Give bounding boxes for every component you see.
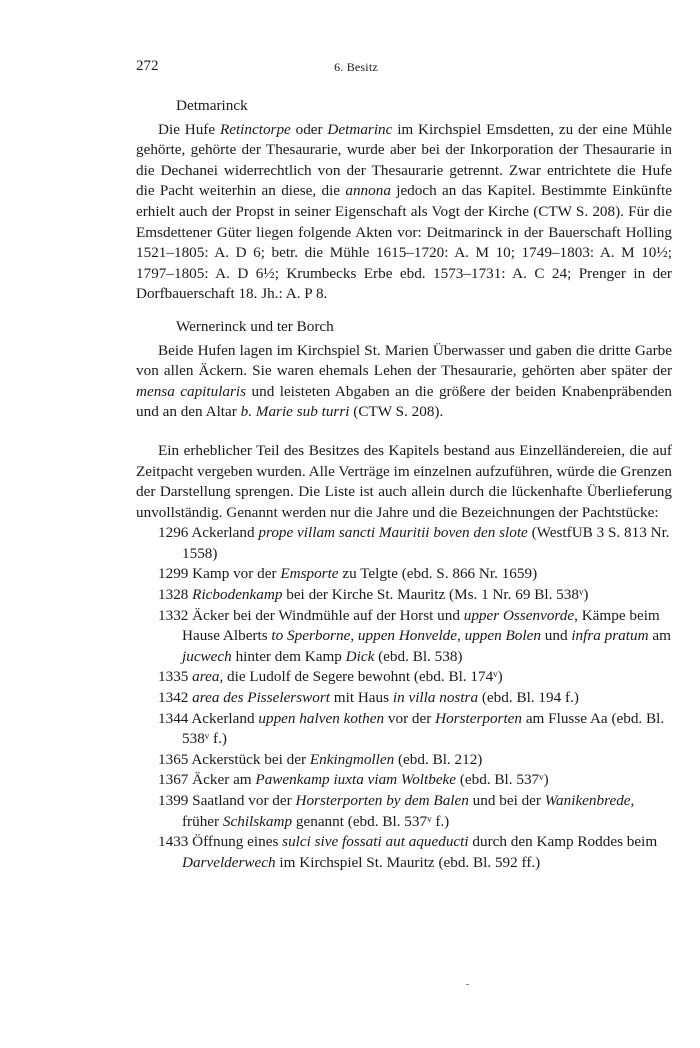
text-run: und leisteten Abgaben an die größere der beiden Knabenpräbenden und an den Altar <box>136 382 672 421</box>
lease-entry <box>136 750 672 771</box>
text-run: 1328 <box>158 586 193 604</box>
text-run: 1433 Öffnung eines <box>158 833 283 851</box>
italic-term: Dick <box>345 647 375 665</box>
italic-term: upper Ossenvorde <box>463 606 575 624</box>
lease-entry <box>136 688 672 709</box>
text-run: im Kirchspiel Emsdetten, zu der eine Mühle gehörte, gehörte der Thesaurarie, wurde aber bei der Inkorporation der Thesaurarie in die Dechanei widerrechtlich von der Thesaurarie getrennt. Zwar entrichtete die Hufe die Pacht weiterhin an diese, die <box>136 120 672 200</box>
text-run: und bei der <box>468 792 545 809</box>
text-run: 1335 <box>158 668 193 686</box>
italic-term: in villa nostra <box>392 689 479 707</box>
section-title-detmarinck: Detmarinck <box>176 97 248 114</box>
text-run: , früher <box>182 792 635 830</box>
paragraph-detmarinck <box>136 120 672 305</box>
text-run: 1365 Ackerstück bei der <box>158 750 310 768</box>
text-run: , <box>457 627 465 645</box>
page-body <box>136 96 672 873</box>
italic-term: uppen halven kothen <box>258 709 385 727</box>
text-run: bei der Kirche St. Mauritz (Ms. 1 Nr. 69 Bl. 538ᵛ) <box>282 586 589 604</box>
text-run: hinter dem Kamp <box>231 647 346 665</box>
print-mark <box>466 984 469 985</box>
italic-term: uppen Honvelde <box>357 627 458 645</box>
page-header <box>136 58 576 80</box>
text-run: vor der <box>384 709 436 727</box>
text-run: , Kämpe beim Hause Alberts <box>182 606 660 645</box>
text-run: 1344 Ackerland <box>158 709 259 727</box>
italic-term: to Sperborne <box>271 627 351 645</box>
lease-entry <box>136 523 672 564</box>
text-run: durch den Kamp Roddes beim <box>468 833 658 851</box>
text-run: (ebd. Bl. 537ᵛ) <box>456 771 549 789</box>
text-run: 1332 Äcker bei der Windmühle auf der Horst und <box>158 606 464 624</box>
italic-term: b. Marie sub turri <box>240 403 350 421</box>
text-run: am <box>648 627 671 645</box>
text-run: (ebd. Bl. 212) <box>394 750 483 768</box>
italic-term: uppen Bolen <box>464 627 541 645</box>
italic-term: area <box>192 668 220 686</box>
italic-term: Darvelderwech <box>182 853 276 871</box>
lease-entry <box>136 667 672 688</box>
text-run: (ebd. Bl. 194 f.) <box>478 689 579 707</box>
lease-entry <box>136 709 672 750</box>
lease-entry <box>136 606 672 668</box>
italic-term: annona <box>345 182 391 200</box>
text-run: 1367 Äcker am <box>158 771 256 789</box>
text-run: 1296 Ackerland <box>158 524 259 542</box>
text-run: (CTW S. 208). <box>349 403 444 421</box>
italic-term: Schilskamp <box>222 812 293 830</box>
text-run: zu Telgte (ebd. S. 866 Nr. 1659) <box>338 565 538 583</box>
italic-term: prope villam sancti Mauritii boven den slote <box>258 524 528 542</box>
italic-term: area des Pisselerswort <box>192 689 330 707</box>
text-run: und <box>540 627 572 645</box>
text-run: 1399 Saatland vor der <box>158 792 296 809</box>
italic-term: mensa capitularis <box>136 382 247 400</box>
italic-term: Retinctorpe <box>219 120 291 138</box>
italic-term: jucwech <box>182 647 232 665</box>
italic-term: Emsporte <box>280 565 339 583</box>
text-run: 1342 <box>158 689 193 707</box>
italic-term: infra pratum <box>571 627 649 645</box>
italic-term: Horsterporten <box>435 709 523 727</box>
lease-entry <box>136 564 672 585</box>
italic-term: Detmarinc <box>327 120 393 138</box>
lease-list <box>136 523 672 873</box>
paragraph-wernerinck <box>136 341 672 423</box>
text-run: (ebd. Bl. 538) <box>374 647 463 665</box>
section-title-wernerinck: Wernerinck und ter Borch <box>176 317 334 335</box>
text-run: jedoch an das Kapitel. Bestimmte Einkünfte erhielt auch der Propst in seiner Eigenschaft als Vogt der Kirche (CTW S. 208). Für die Emsdettener Güter liegen folgende Akten vor: Deitmarinck in der Bauerschaft Holling 1521–1805: A. D 6; betr. die Mühle 1615–1720: A. M 10; 1749–1803: A. M 10½; 1797–1805: A. D 6½; Krumbecks Erbe ebd. 1573–1731: A. C 24; Prenger in der Dorfbauerschaft 18. Jh.: A. P 8. <box>136 182 672 303</box>
text-run: Die Hufe <box>158 120 220 138</box>
italic-term: Wanikenbrede <box>544 792 631 809</box>
lease-entry <box>136 832 672 873</box>
text-run: oder <box>290 120 328 138</box>
lease-entry <box>136 791 672 832</box>
lease-entry <box>136 770 672 791</box>
text-run: genannt (ebd. Bl. 537ᵛ f.) <box>292 812 450 830</box>
text-run: mit Haus <box>329 689 393 707</box>
text-run: Beide Hufen lagen im Kirchspiel St. Marien Überwasser und gaben die dritte Garbe von allen Äckern. Sie waren ehemals Lehen der Thesaurarie, gehörten aber später der <box>136 341 672 380</box>
italic-term: sulci sive fossati aut aqueducti <box>282 833 469 851</box>
text-run: 1299 Kamp vor der <box>158 565 281 583</box>
italic-term: Horsterporten by dem Balen <box>295 792 469 809</box>
paragraph-einzellaendereien <box>136 441 672 523</box>
text-run: im Kirchspiel St. Mauritz (ebd. Bl. 592 ff.) <box>275 853 541 871</box>
italic-term: Enkingmollen <box>309 750 395 768</box>
text-run: , <box>350 627 358 645</box>
page-number: 272 <box>136 58 159 74</box>
text-run: , die Ludolf de Segere bewohnt (ebd. Bl. 174ᵛ) <box>219 668 503 686</box>
running-head: 6. Besitz <box>334 60 378 74</box>
lease-entry <box>136 585 672 606</box>
text-run: am Flusse Aa (ebd. Bl. 538ᵛ f.) <box>182 709 665 748</box>
text-run: Ein erheblicher Teil des Besitzes des Kapitels bestand aus Einzelländereien, die auf Zeitpacht vergeben wurden. Alle Verträge im einzelnen aufzuführen, würde die Grenzen der Darstellung sprengen. Die Liste ist auch allein durch die lückenhafte Überlieferung unvollständig. Genannt werden nur die Jahre und die Bezeichnungen der Pachtstücke: <box>136 441 672 521</box>
italic-term: Pawenkamp iuxta viam Woltbeke <box>255 771 457 789</box>
text-run: (WestfUB 3 S. 813 Nr. 1558) <box>182 524 670 562</box>
italic-term: Ricbodenkamp <box>192 586 283 604</box>
